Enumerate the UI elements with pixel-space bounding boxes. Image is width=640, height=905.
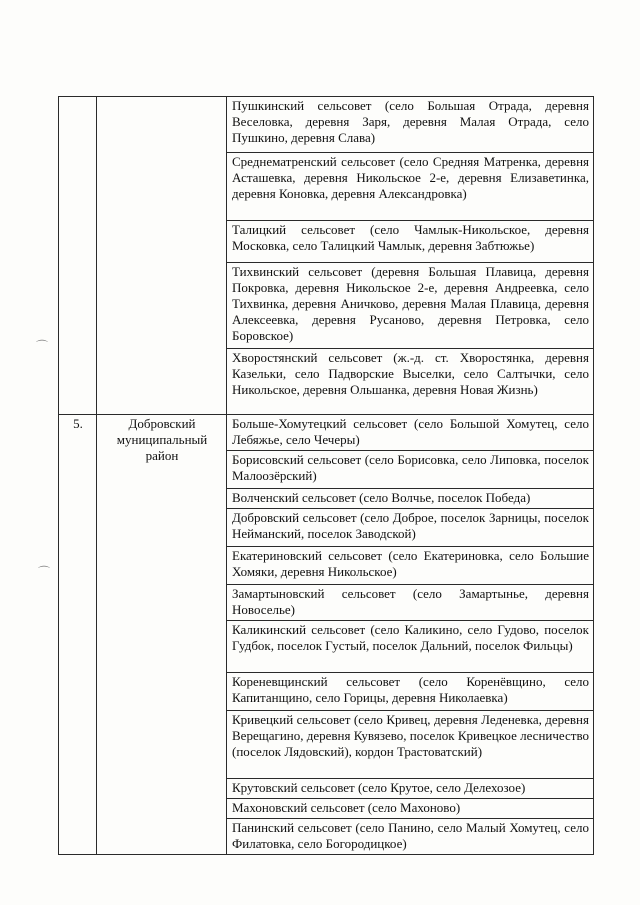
council-cell: Добровский сельсовет (село Доброе, поселок Зарницы, поселок Нейманский, поселок Заводской) — [227, 509, 594, 547]
council-cell: Панинский сельсовет (село Панино, село Малый Хомутец, село Филатовка, село Богородицкое) — [227, 819, 594, 855]
council-cell: Кореневщинский сельсовет (село Коренёвщино, село Капитанщино, село Горицы, деревня Николаевка) — [227, 673, 594, 711]
margin-scan-mark: ⌒ — [36, 339, 49, 353]
row-number: 5. — [59, 415, 97, 855]
settlements-table — [58, 96, 594, 855]
council-cell: Талицкий сельсовет (село Чамлык-Никольское, деревня Московка, село Талицкий Чамлык, деревня Забтюжье) — [227, 221, 594, 263]
table-row — [59, 415, 594, 451]
council-cell: Махоновский сельсовет (село Махоново) — [227, 799, 594, 819]
council-cell: Каликинский сельсовет (село Каликино, село Гудово, поселок Гудбок, поселок Густый, поселок Дальний, поселок Фильцы) — [227, 621, 594, 673]
council-cell: Тихвинский сельсовет (деревня Большая Плавица, деревня Покровка, деревня Никольское 2-е, деревня Андреевка, село Тихвинка, деревня Аничково, деревня Малая Плавица, деревня Алексеевка, деревня Русаново, деревня Петровка, село Боровское) — [227, 263, 594, 349]
council-cell: Крутовский сельсовет (село Крутое, село Делехозое) — [227, 779, 594, 799]
council-cell: Среднематренский сельсовет (село Средняя Матренка, деревня Асташевка, деревня Никольское 2-е, деревня Елизаветинка, деревня Коновка, деревня Александровка) — [227, 153, 594, 221]
row-number — [59, 97, 97, 415]
council-cell: Кривецкий сельсовет (село Кривец, деревня Леденевка, деревня Верещагино, деревня Кувязево, поселок Кривецкое лесничество (поселок Лядовский), кордон Трастоватский) — [227, 711, 594, 779]
district-name: Добровский муниципальный район — [97, 415, 227, 855]
council-cell: Замартыновский сельсовет (село Замартынье, деревня Новоселье) — [227, 585, 594, 621]
council-cell: Екатериновский сельсовет (село Екатериновка, село Большие Хомяки, деревня Никольское) — [227, 547, 594, 585]
council-cell: Пушкинский сельсовет (село Большая Отрада, деревня Веселовка, деревня Заря, деревня Малая Отрада, село Пушкино, деревня Слава) — [227, 97, 594, 153]
council-cell: Хворостянский сельсовет (ж.-д. ст. Хворостянка, деревня Казельки, село Падворские Выселки, село Салтычки, село Никольское, деревня Ольшанка, деревня Новая Жизнь) — [227, 349, 594, 415]
district-name — [97, 97, 227, 415]
margin-scan-mark: ⌒ — [38, 565, 51, 579]
council-cell: Борисовский сельсовет (село Борисовка, село Липовка, поселок Малоозёрский) — [227, 451, 594, 489]
council-cell: Волченский сельсовет (село Волчье, поселок Победа) — [227, 489, 594, 509]
council-cell: Больше-Хомутецкий сельсовет (село Большой Хомутец, село Лебяжье, село Чечеры) — [227, 415, 594, 451]
table-row — [59, 97, 594, 153]
